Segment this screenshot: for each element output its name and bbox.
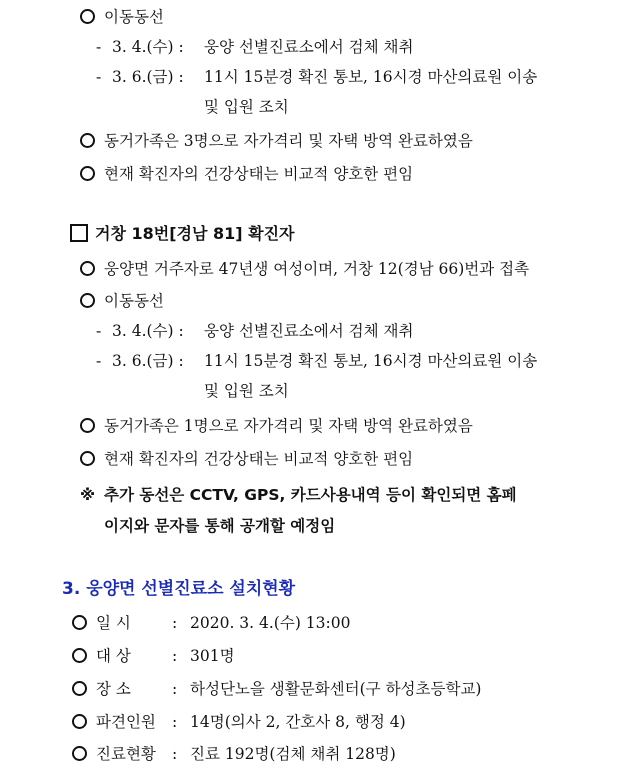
info-key: 장 소 bbox=[96, 680, 131, 698]
info-value: 301명 bbox=[190, 647, 235, 665]
info-key: 진료현황 bbox=[96, 745, 156, 763]
circle-bullet-icon bbox=[72, 714, 87, 729]
circle-bullet-icon bbox=[72, 648, 87, 663]
note-mark: ※ bbox=[80, 486, 96, 504]
info-key: 파견인원 bbox=[96, 713, 156, 731]
note-line-1: 추가 동선은 CCTV, GPS, 카드사용내역 등이 확인되면 홈페 bbox=[104, 486, 517, 504]
circle-bullet-icon bbox=[80, 261, 95, 276]
info-value: 2020. 3. 4.(수) 13:00 bbox=[190, 614, 351, 632]
circle-bullet-icon bbox=[80, 451, 95, 466]
route-text-cont: 및 입원 조치 bbox=[204, 382, 289, 400]
route-text: 11시 15분경 확진 통보, 16시경 마산의료원 이송 bbox=[204, 352, 538, 370]
section-title: 3. 웅양면 선별진료소 설치현황 bbox=[62, 579, 296, 599]
route-label: 이동동선 bbox=[104, 292, 164, 310]
info-key: 일 시 bbox=[96, 614, 131, 632]
circle-bullet-icon bbox=[72, 615, 87, 630]
circle-bullet-icon bbox=[72, 681, 87, 696]
route-text-cont: 및 입원 조치 bbox=[204, 98, 289, 116]
info-key: 대 상 bbox=[96, 647, 131, 665]
route-text: 웅양 선별진료소에서 검체 채취 bbox=[204, 38, 414, 56]
circle-bullet-icon bbox=[80, 293, 95, 308]
info-value: 14명(의사 2, 간호사 8, 행정 4) bbox=[190, 713, 406, 731]
info-value: 진료 192명(검체 채취 128명) bbox=[190, 745, 396, 763]
info-value: 하성단노을 생활문화센터(구 하성초등학교) bbox=[190, 680, 482, 698]
route-date: 3. 6.(금) : bbox=[112, 68, 184, 86]
route-date: 3. 6.(금) : bbox=[112, 352, 184, 370]
circle-bullet-icon bbox=[80, 418, 95, 433]
checkbox-square-icon bbox=[70, 224, 88, 242]
circle-bullet-icon bbox=[72, 746, 87, 761]
route-text: 웅양 선별진료소에서 검체 재취 bbox=[204, 322, 414, 340]
route-label: 이동동선 bbox=[104, 8, 164, 26]
note-line-2: 이지와 문자를 통해 공개할 예정임 bbox=[104, 517, 336, 535]
circle-bullet-icon bbox=[80, 9, 95, 24]
route-date: 3. 4.(수) : bbox=[112, 38, 184, 56]
circle-bullet-icon bbox=[80, 166, 95, 181]
route-text: 11시 15분경 확진 통보, 16시경 마산의료원 이송 bbox=[204, 68, 538, 86]
circle-bullet-icon bbox=[80, 133, 95, 148]
route-date: 3. 4.(수) : bbox=[112, 322, 184, 340]
